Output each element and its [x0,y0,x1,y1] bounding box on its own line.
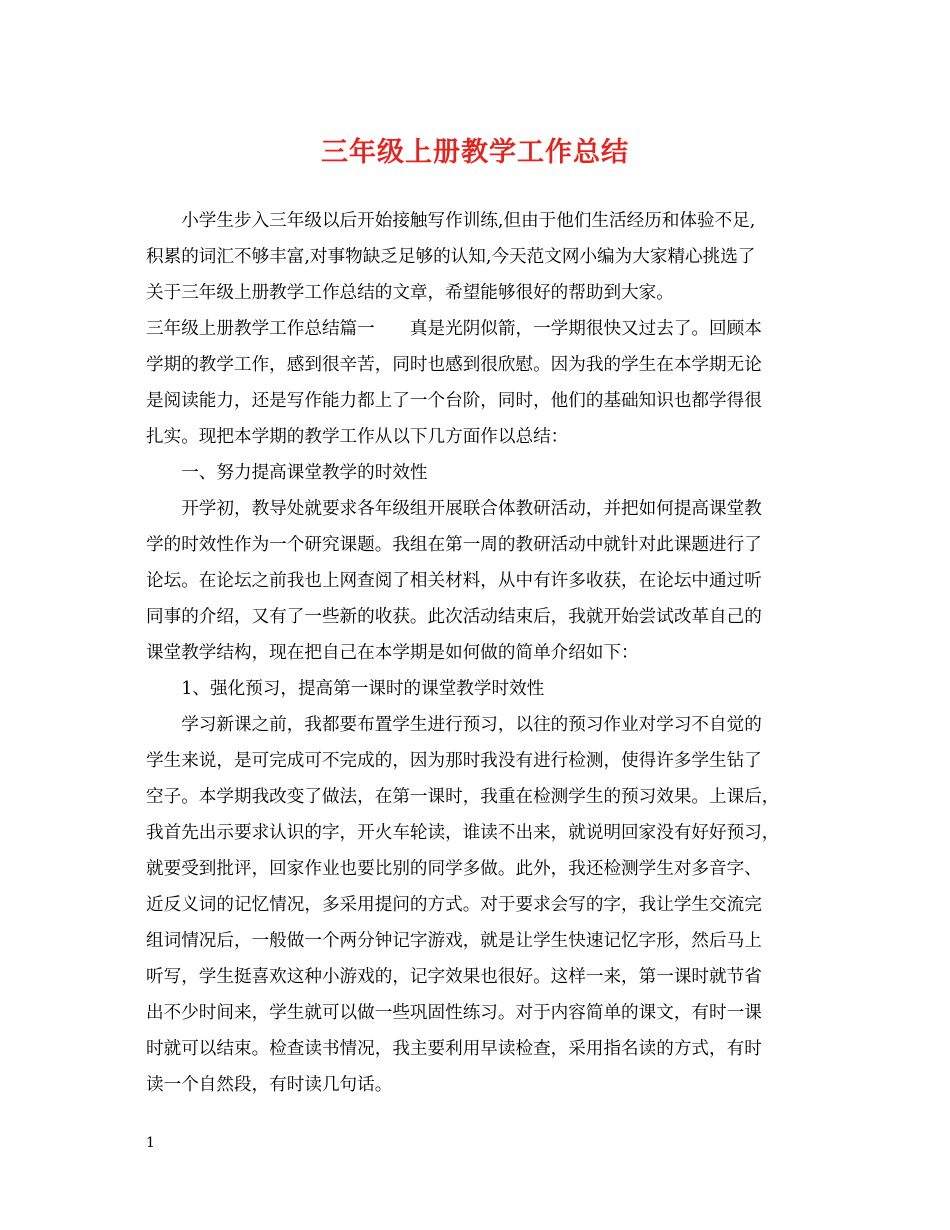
page-number: 1 [146,1135,155,1151]
text-line: 积累的词汇不够丰富,对事物缺乏足够的认知,今天范文网小编为大家精心挑选了 [146,247,756,267]
text-line: 空子。本学期我改变了做法，在第一课时，我重在检测学生的预习效果。上课后， [146,787,780,807]
text-line: 是阅读能力，还是写作能力都上了一个台阶，同时，他们的基础知识也都学得很 [146,391,762,411]
subsection-heading: 1、强化预习，提高第一课时的课堂教学时效性 [146,679,545,699]
text-line: 就要受到批评，回家作业也要比别的同学多做。此外，我还检测学生对多音字、 [146,859,762,879]
text-line: 听写，学生挺喜欢这种小游戏的，记字效果也很好。这样一来，第一课时就节省 [146,967,762,987]
text-line: 学期的教学工作，感到很辛苦，同时也感到很欣慰。因为我的学生在本学期无论 [146,355,762,375]
text-line: 开学初，教导处就要求各年级组开展联合体教研活动，并把如何提高课堂教 [146,499,762,519]
text-line: 学习新课之前，我都要布置学生进行预习，以往的预习作业对学习不自觉的 [146,715,762,735]
text-line: 同事的介绍，又有了一些新的收获。此次活动结束后，我就开始尝试改革自己的 [146,607,762,627]
text-line: 关于三年级上册教学工作总结的文章，希望能够很好的帮助到大家。 [146,283,674,303]
text-line: 组词情况后，一般做一个两分钟记字游戏，就是让学生快速记忆字形，然后马上 [146,931,762,951]
text-line: 小学生步入三年级以后开始接触写作训练,但由于他们生活经历和体验不足, [146,211,756,231]
text-line: 出不少时间来，学生就可以做一些巩固性练习。对于内容简单的课文，有时一课 [146,1003,762,1023]
text-line: 论坛。在论坛之前我也上网查阅了相关材料，从中有许多收获，在论坛中通过听 [146,571,762,591]
text-line: 近反义词的记忆情况，多采用提问的方式。对于要求会写的字，我让学生交流完 [146,895,762,915]
text-line: 学生来说，是可完成可不完成的，因为那时我没有进行检测，使得许多学生钻了 [146,751,762,771]
text-line: 学的时效性作为一个研究课题。我组在第一周的教研活动中就针对此课题进行了 [146,535,762,555]
text-line: 时就可以结束。检查读书情况，我主要利用早读检查，采用指名读的方式，有时 [146,1039,762,1059]
text-line: 三年级上册教学工作总结篇一 真是光阴似箭，一学期很快又过去了。回顾本 [146,319,762,339]
text-line: 扎实。现把本学期的教学工作从以下几方面作以总结： [146,427,569,447]
text-line: 读一个自然段，有时读几句话。 [146,1075,393,1095]
text-line: 我首先出示要求认识的字，开火车轮读，谁读不出来，就说明回家没有好好预习， [146,823,780,843]
text-line: 课堂教学结构，现在把自己在本学期是如何做的简单介绍如下： [146,643,639,663]
document-title: 三年级上册教学工作总结 [321,137,629,168]
section-heading: 一、努力提高课堂教学的时效性 [146,463,428,483]
